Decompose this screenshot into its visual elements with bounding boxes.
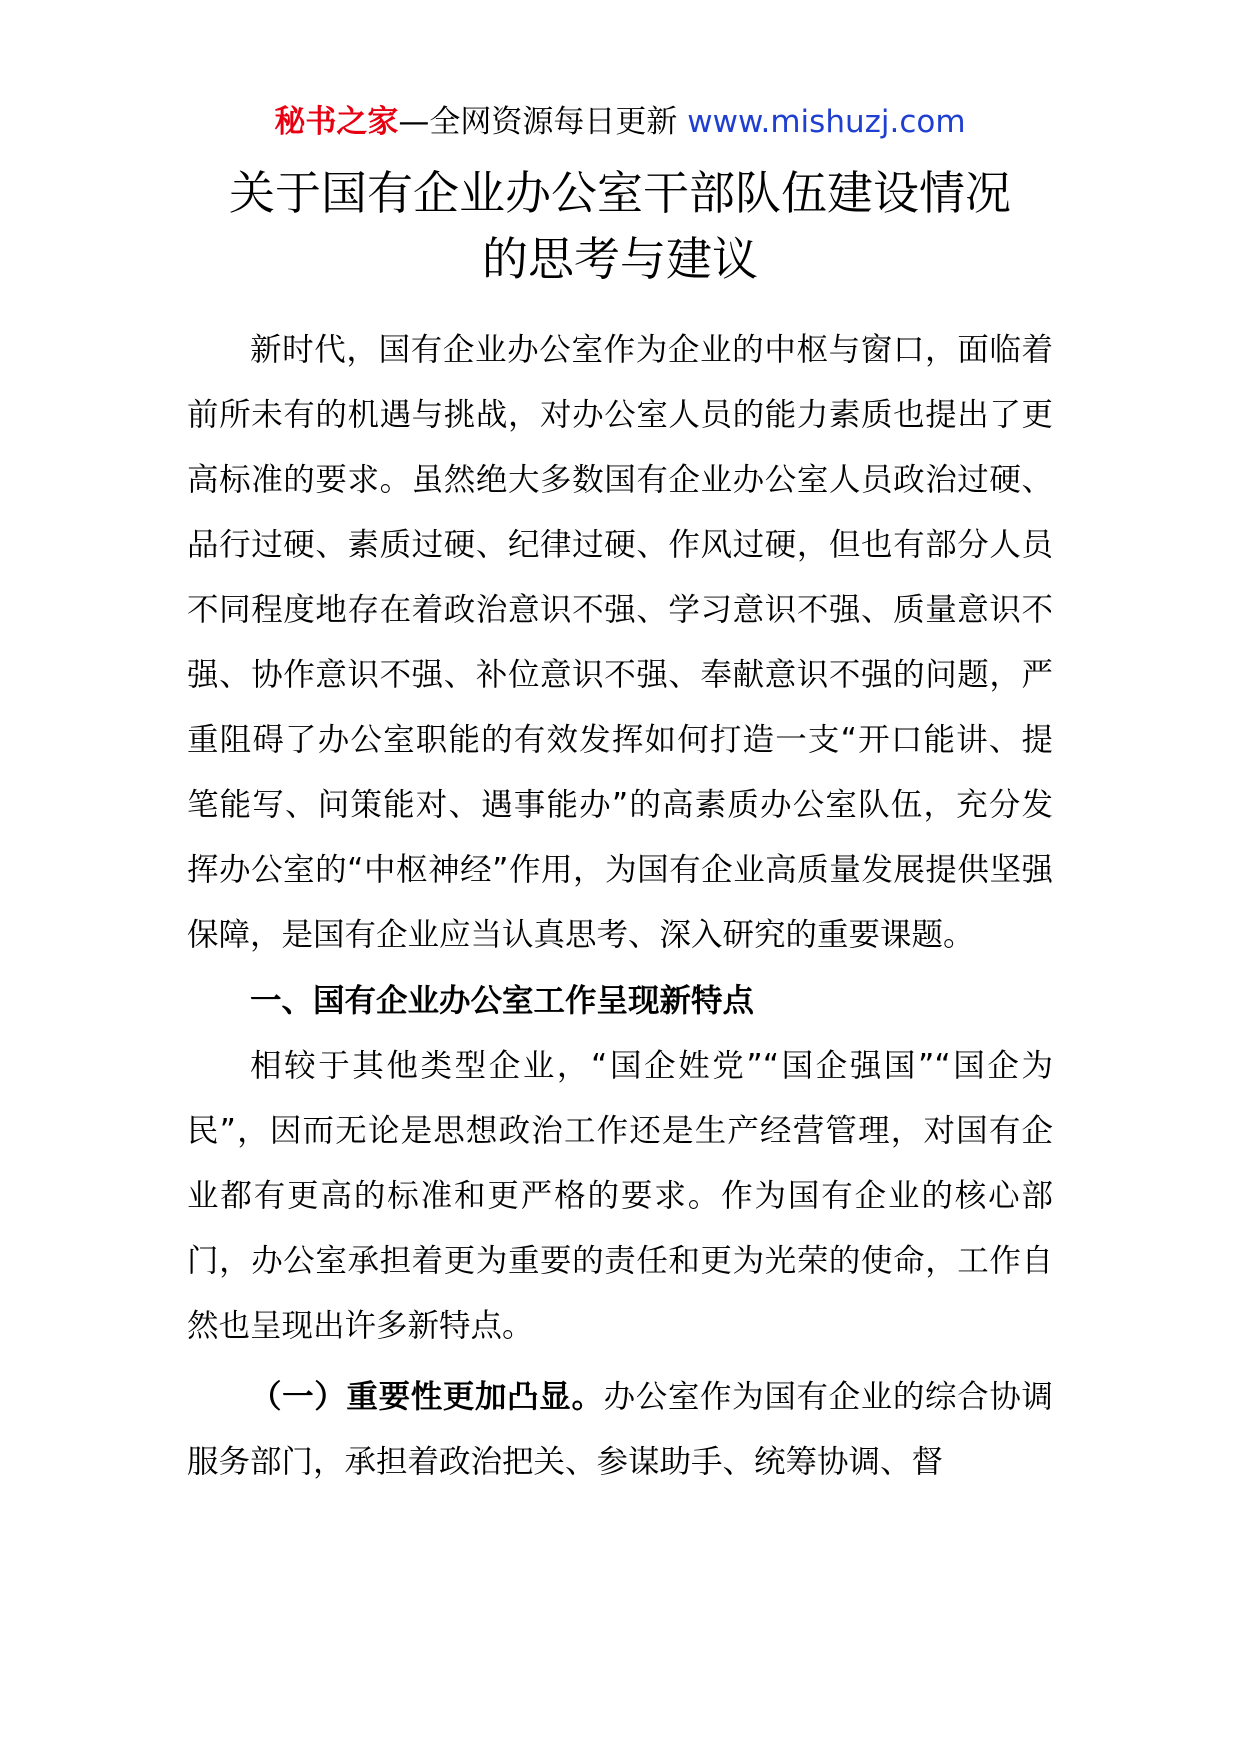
document-title (0, 160, 1240, 292)
site-header (0, 100, 1240, 144)
header-slogan: —全网资源每日更新 (398, 104, 678, 140)
intro-paragraph: 新时代，国有企业办公室作为企业的中枢与窗口，面临着前所未有的机遇与挑战，对办公室人员的能力素质也提出了更高标准的要求。虽然绝大多数国有企业办公室人员政治过硬、品行过硬、素质过硬、纪律过硬、作风过硬，但也有部分人员不同程度地存在着政治意识不强、学习意识不强、质量意识不强、协作意识不强、补位意识不强、奉献意识不强的问题，严重阻碍了办公室职能的有效发挥如何打造一支“开口能讲、提笔能写、问策能对、遇事能办”的高素质办公室队伍，充分发挥办公室的“中枢神经”作用，为国有企业高质量发展提供坚强保障，是国有企业应当认真思考、深入研究的重要课题。 (187, 332, 1053, 953)
brand-name: 秘书之家 (274, 104, 399, 140)
subsection-1-heading: （一）重要性更加凸显。 (250, 1379, 604, 1415)
subsection-1-text: 办公室作为国有企业的综合协调服务部门，承担着政治把关、参谋助手、统筹协调、督 (187, 1379, 1053, 1480)
subsection-1-paragraph (187, 1365, 1053, 1495)
title-line-2: 的思考与建议 (482, 232, 758, 286)
title-line-1: 关于国有企业办公室干部队伍建设情况 (229, 166, 1011, 220)
section-1-heading: 一、国有企业办公室工作呈现新特点 (250, 983, 755, 1019)
site-url-link[interactable]: www.mishuzj.com (687, 104, 966, 140)
document-body (187, 318, 1053, 1495)
section-1-paragraph: 相较于其他类型企业，“国企姓党”“国企强国”“国企为民”，因而无论是思想政治工作还是生产经营管理，对国有企业都有更高的标准和更严格的要求。作为国有企业的核心部门，办公室承担着更为重要的责任和更为光荣的使命，工作自然也呈现出许多新特点。 (187, 1048, 1053, 1344)
